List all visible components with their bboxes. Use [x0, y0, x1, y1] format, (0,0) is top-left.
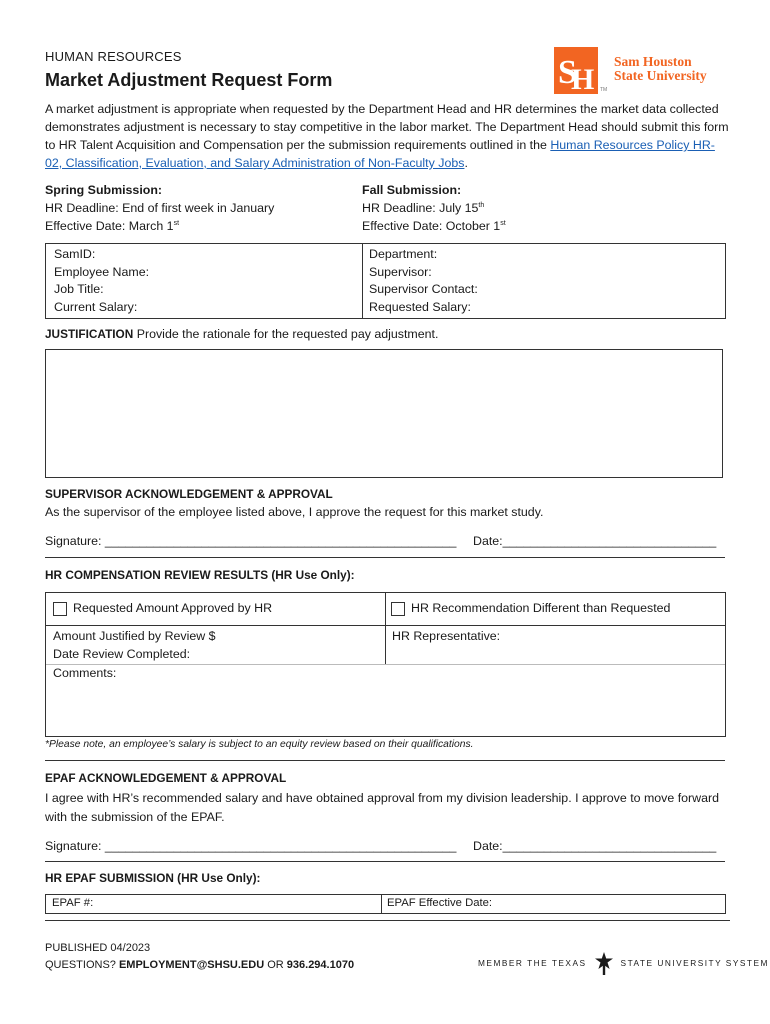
published-date: PUBLISHED 04/2023 — [45, 942, 151, 954]
epaf-text: I agree with HR’s recommended salary and have obtained approval from my division leadership. I approve to move forward with the submission of the EPAF. — [45, 791, 720, 824]
supervisor-field[interactable]: Supervisor: — [369, 264, 432, 279]
hr-review-table — [45, 592, 726, 737]
current-salary-field[interactable]: Current Salary: — [54, 299, 138, 314]
spring-label: Spring Submission: — [45, 183, 163, 197]
fall-deadline-text: HR Deadline: July 15 — [362, 201, 479, 215]
employee-right-column — [369, 246, 478, 316]
page-title: Market Adjustment Request Form — [45, 70, 333, 90]
svg-text:S: S — [558, 54, 577, 91]
spring-deadline: HR Deadline: End of first week in January — [45, 201, 275, 215]
tsus-membership — [478, 950, 769, 976]
fall-submission — [362, 181, 506, 235]
contact-phone[interactable]: 936.294.1070 — [286, 959, 355, 971]
supervisor-date-field[interactable]: Date:_______________________________ — [473, 534, 717, 548]
justification-textarea[interactable] — [45, 349, 723, 478]
contact-email[interactable]: EMPLOYMENT@SHSU.EDU — [118, 959, 265, 971]
epaf-date-field[interactable]: Date:_______________________________ — [473, 839, 717, 853]
epaf-number-field[interactable]: EPAF #: — [52, 897, 94, 909]
epaf-effective-date-field[interactable]: EPAF Effective Date: — [387, 897, 493, 909]
supervisor-text: As the supervisor of the employee listed above, I approve the request for this market study. — [45, 505, 544, 519]
supervisor-signature-field[interactable]: Signature: ___________________________________________________ — [45, 534, 457, 548]
justification-prompt: Provide the rationale for the requested pay adjustment. — [133, 327, 439, 341]
samid-field[interactable]: SamID: — [54, 247, 96, 261]
comments-field[interactable]: Comments: — [53, 666, 117, 680]
member-prefix: MEMBER THE TEXAS — [478, 958, 587, 968]
spring-effective — [45, 217, 274, 235]
spring-effective-sup: st — [173, 219, 180, 227]
questions-line — [45, 957, 354, 974]
column-divider — [381, 895, 382, 913]
equity-note: *Please note, an employee’s salary is subject to an equity review based on their qualifications. — [45, 739, 474, 750]
employee-name-field[interactable]: Employee Name: — [54, 264, 150, 279]
row-divider — [46, 664, 725, 665]
epaf-heading: EPAF ACKNOWLEDGEMENT & APPROVAL — [45, 771, 287, 785]
fall-label: Fall Submission: — [362, 183, 462, 197]
intro-text: A market adjustment is appropriate when requested by the Department Head and HR determines the market data collected demonstrates adjustment is necessary to stay competitive in the labor market. The Department Head should submit this form to HR Talent Acquisition and Compensation per the submission requirements outlined in the — [45, 102, 729, 152]
department-field[interactable]: Department: — [369, 247, 438, 261]
policy-link[interactable]: Human Resources Policy HR-02, Classification, Evaluation, and Salary Administration of Non-Faculty Jobs — [45, 138, 715, 170]
epaf-submission-heading: HR EPAF SUBMISSION (HR Use Only): — [45, 871, 261, 885]
texas-star-icon — [591, 950, 617, 976]
fall-deadline-sup: th — [478, 201, 485, 209]
approved-option[interactable] — [53, 600, 272, 618]
section-divider — [45, 861, 725, 862]
footer-divider — [45, 920, 730, 921]
epaf-signature-field[interactable]: Signature: ___________________________________________________ — [45, 839, 457, 853]
different-option[interactable] — [391, 600, 670, 618]
svg-text:H: H — [571, 63, 595, 94]
section-divider — [45, 760, 725, 761]
requested-salary-field[interactable]: Requested Salary: — [369, 299, 471, 314]
questions-label: QUESTIONS? — [45, 959, 119, 971]
trademark-mark: TM — [600, 87, 608, 93]
approved-label: Requested Amount Approved by HR — [73, 601, 273, 615]
member-suffix: STATE UNIVERSITY SYSTEM — [620, 958, 769, 968]
fall-deadline — [362, 199, 506, 217]
justification-heading — [45, 327, 438, 341]
job-title-field[interactable]: Job Title: — [54, 282, 104, 296]
approved-checkbox[interactable] — [53, 602, 67, 616]
spring-submission — [45, 181, 274, 235]
epaf-submission-table — [45, 894, 726, 914]
logo-wordmark — [614, 55, 707, 83]
date-completed-field[interactable]: Date Review Completed: — [53, 647, 191, 661]
hr-review-heading: HR COMPENSATION REVIEW RESULTS (HR Use Only): — [45, 568, 355, 582]
logo-line-1: Sam Houston — [614, 54, 692, 69]
department-label: HUMAN RESOURCES — [45, 49, 182, 64]
justification-label: JUSTIFICATION — [45, 327, 134, 341]
fall-effective — [362, 217, 506, 235]
employee-left-column — [54, 246, 149, 316]
fall-effective-text: Effective Date: October 1 — [362, 219, 501, 233]
shsu-logo — [554, 47, 598, 94]
fall-effective-sup: st — [500, 219, 506, 227]
spring-effective-text: Effective Date: March 1 — [45, 219, 174, 233]
amount-field[interactable]: Amount Justified by Review $ — [53, 629, 216, 643]
intro-end: . — [464, 156, 468, 170]
section-divider — [45, 557, 725, 558]
intro-paragraph — [45, 100, 730, 172]
logo-line-2: State University — [614, 68, 707, 83]
or-text: OR — [264, 959, 287, 971]
different-label: HR Recommendation Different than Requested — [411, 601, 671, 615]
different-checkbox[interactable] — [391, 602, 405, 616]
supervisor-contact-field[interactable]: Supervisor Contact: — [369, 282, 478, 296]
employee-info-table — [45, 243, 726, 319]
table-divider — [362, 244, 363, 318]
supervisor-heading: SUPERVISOR ACKNOWLEDGEMENT & APPROVAL — [45, 487, 333, 501]
hr-representative-field[interactable]: HR Representative: — [392, 629, 501, 643]
column-divider — [385, 593, 386, 664]
